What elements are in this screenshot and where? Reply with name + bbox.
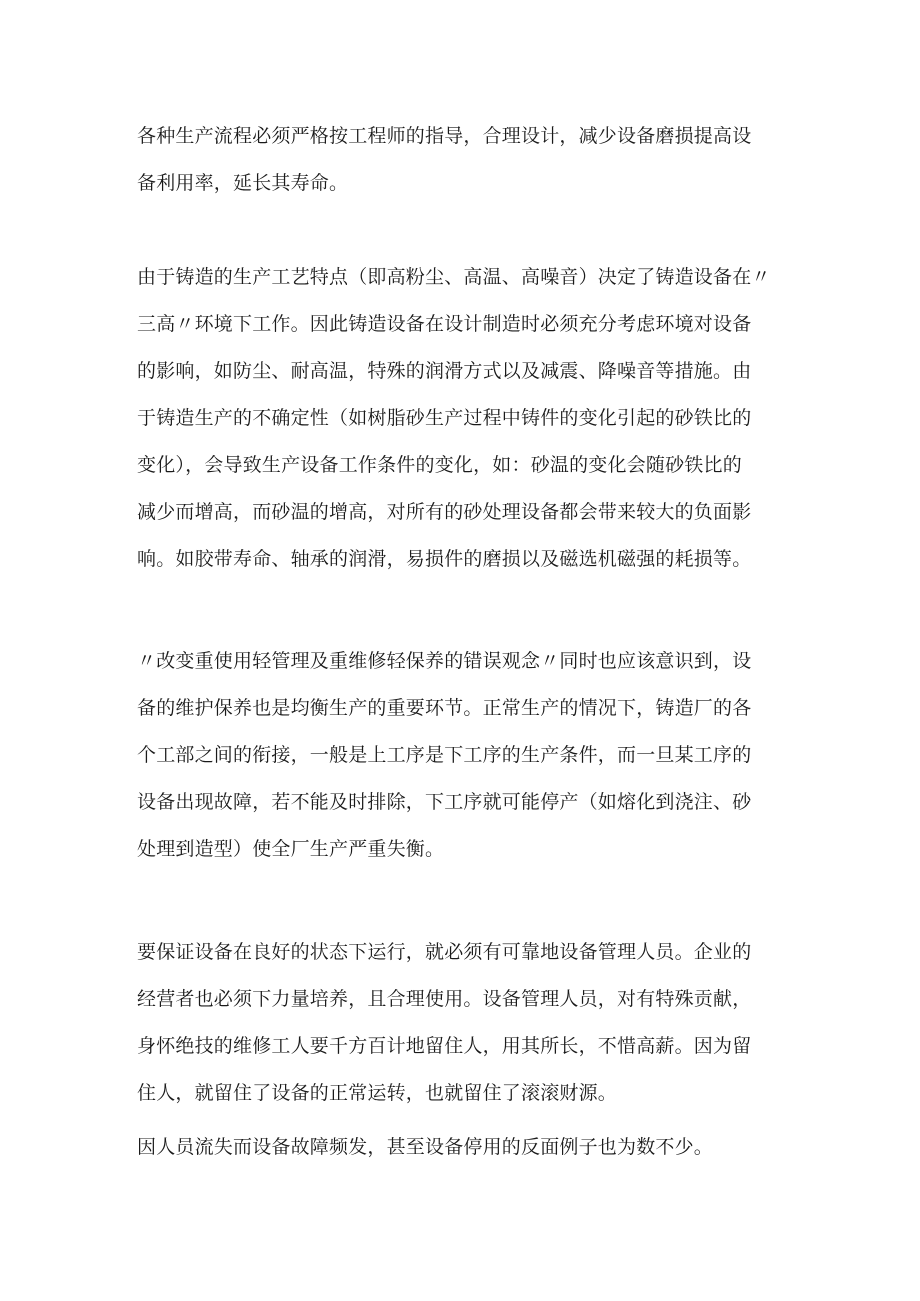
text-line: 经营者也必须下力量培养，且合理使用。设备管理人员，对有特殊贡献，: [137, 988, 752, 1010]
text-line: 三高〃环境下工作。因此铸造设备在设计制造时必须充分考虑环境对设备: [137, 313, 752, 335]
text-line: 变化），会导致生产设备工作条件的变化，如：砂温的变化会随砂铁比的: [137, 454, 742, 476]
text-line: 各种生产流程必须严格按工程师的指导，合理设计，减少设备磨损提高设: [137, 125, 752, 147]
text-line: 减少而增高，而砂温的增高，对所有的砂处理设备都会带来较大的负面影: [137, 501, 752, 523]
text-line: 住人，就留住了设备的正常运转，也就留住了滚滚财源。: [137, 1082, 618, 1104]
paragraph-staff-loss: [137, 1124, 797, 1171]
paragraph-casting-environment: [137, 254, 797, 583]
text-line: 处理到造型）使全厂生产严重失衡。: [137, 838, 445, 860]
text-line: 因人员流失而设备故障频发，甚至设备停用的反面例子也为数不少。: [137, 1136, 714, 1158]
text-line: 要保证设备在良好的状态下运行，就必须有可靠地设备管理人员。企业的: [137, 941, 752, 963]
text-line: 设备出现故障，若不能及时排除，下工序就可能停产（如熔化到浇注、砂: [137, 791, 752, 813]
text-line: 于铸造生产的不确定性（如树脂砂生产过程中铸件的变化引起的砂铁比的: [137, 407, 752, 429]
paragraph-personnel-management: [137, 929, 797, 1117]
text-line: 〃改变重使用轻管理及重维修轻保养的错误观念〃同时也应该意识到，设: [137, 650, 752, 672]
text-line: 由于铸造的生产工艺特点（即高粉尘、高温、高噪音）决定了铸造设备在〃: [137, 266, 771, 288]
text-line: 备利用率，延长其寿命。: [137, 172, 349, 194]
paragraph-engineering-guidance: [137, 113, 797, 207]
text-line: 响。如胶带寿命、轴承的润滑，易损件的磨损以及磁选机磁强的耗损等。: [137, 548, 752, 570]
text-line: 个工部之间的衔接，一般是上工序是下工序的生产条件，而一旦某工序的: [137, 744, 752, 766]
text-line: 的影响，如防尘、耐高温，特殊的润滑方式以及减震、降噪音等措施。由: [137, 360, 752, 382]
text-line: 备的维护保养也是均衡生产的重要环节。正常生产的情况下，铸造厂的各: [137, 697, 752, 719]
paragraph-maintenance-balance: [137, 638, 797, 873]
text-line: 身怀绝技的维修工人要千方百计地留住人，用其所长，不惜高薪。因为留: [137, 1035, 752, 1057]
